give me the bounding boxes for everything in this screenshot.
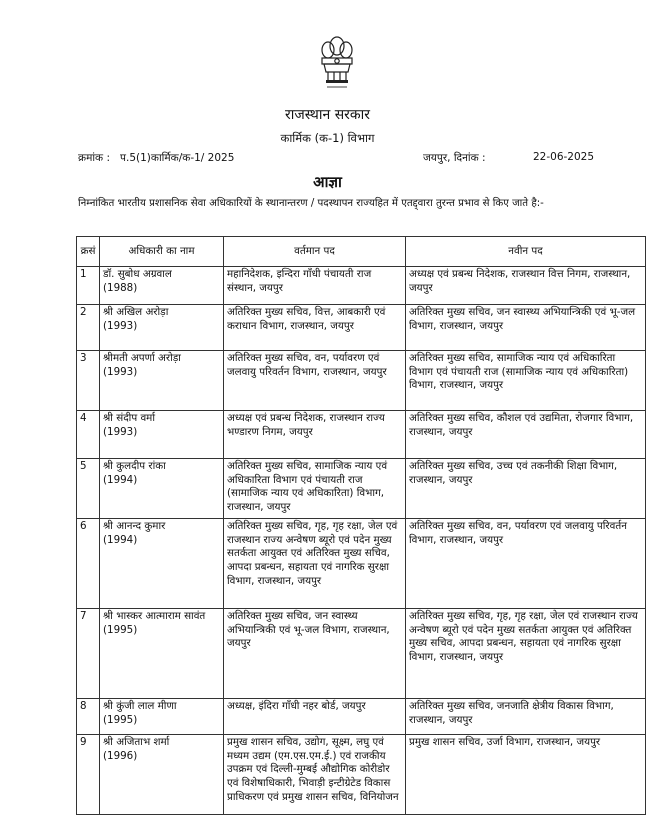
- officer-batch: (1993): [103, 319, 138, 332]
- table-row: [77, 519, 646, 609]
- table-row: [77, 609, 646, 699]
- officer-batch: (1994): [103, 533, 138, 546]
- new-post-cell: अतिरिक्त मुख्य सचिव, सामाजिक न्याय एवं अधिकारिता विभाग एवं पंचायती राज (सामाजिक न्याय एवं अधिकारिता) विभाग, राजस्थान, जयपुर: [406, 351, 646, 411]
- new-post-cell: अध्यक्ष एवं प्रबन्ध निदेशक, राजस्थान वित्त निगम, राजस्थान, जयपुर: [406, 267, 646, 305]
- officer-batch: (1996): [103, 749, 138, 762]
- officer-name: श्री अखिल अरोड़ा: [103, 306, 169, 318]
- transfer-table: [76, 236, 646, 815]
- table-row: [77, 735, 646, 815]
- order-date: 22-06-2025: [533, 151, 595, 163]
- serial-cell: 3: [77, 351, 100, 411]
- officer-cell: [100, 519, 224, 609]
- officer-batch: (1993): [103, 425, 138, 438]
- state-emblem-icon: [314, 32, 360, 92]
- current-post-cell: प्रमुख शासन सचिव, उद्योग, सूक्ष्म, लघु एवं मध्यम उद्यम (एम.एस.एम.ई.) एवं राजकीय उपक्रम एवं दिल्ली-मुम्बई औद्योगिक कोरीडोर एवं विशेषाधिकारी, भिवाड़ी इन्टीग्रेटेड विकास प्राधिकरण एवं प्रमुख शासन सचिव, विनियोजन: [224, 735, 406, 815]
- header-officer: अधिकारी का नाम: [100, 237, 224, 267]
- officer-cell: [100, 411, 224, 459]
- officer-cell: [100, 267, 224, 305]
- table-row: [77, 267, 646, 305]
- new-post-cell: अतिरिक्त मुख्य सचिव, जन स्वास्थ्य अभियान्त्रिकी एवं भू-जल विभाग, राजस्थान, जयपुर: [406, 305, 646, 351]
- serial-cell: 7: [77, 609, 100, 699]
- officer-batch: (1994): [103, 473, 138, 486]
- table-row: [77, 305, 646, 351]
- officer-cell: [100, 699, 224, 735]
- current-post-cell: अतिरिक्त मुख्य सचिव, वित्त, आबकारी एवं कराधान विभाग, राजस्थान, जयपुर: [224, 305, 406, 351]
- new-post-cell: अतिरिक्त मुख्य सचिव, जनजाति क्षेत्रीय विकास विभाग, राजस्थान, जयपुर: [406, 699, 646, 735]
- table-row: [77, 699, 646, 735]
- current-post-cell: महानिदेशक, इन्दिरा गाँधी पंचायती राज संस्थान, जयपुर: [224, 267, 406, 305]
- officer-cell: [100, 351, 224, 411]
- officer-batch: (1995): [103, 623, 138, 636]
- header-current-post: वर्तमान पद: [224, 237, 406, 267]
- officer-name: श्री भास्कर आत्माराम सावंत: [103, 610, 206, 622]
- header-serial: क्रसं: [77, 237, 100, 267]
- officer-name: श्री अजिताभ शर्मा: [103, 736, 170, 748]
- header-new-post: नवीन पद: [406, 237, 646, 267]
- serial-cell: 9: [77, 735, 100, 815]
- serial-cell: 2: [77, 305, 100, 351]
- serial-cell: 5: [77, 459, 100, 519]
- new-post-cell: प्रमुख शासन सचिव, उर्जा विभाग, राजस्थान, जयपुर: [406, 735, 646, 815]
- table-row: [77, 351, 646, 411]
- current-post-cell: अतिरिक्त मुख्य सचिव, वन, पर्यावरण एवं जलवायु परिवर्तन विभाग, राजस्थान, जयपुर: [224, 351, 406, 411]
- intro-text: निम्नांकित भारतीय प्रशासनिक सेवा अधिकारियों के स्थानान्तरण / पदस्थापन राज्यहित में एतद्द्वारा तुरन्त प्रभाव से किए जाते है:-: [78, 198, 544, 209]
- officer-batch: (1988): [103, 281, 138, 294]
- officer-name: श्री कुंजी लाल मीणा: [103, 700, 177, 712]
- serial-cell: 6: [77, 519, 100, 609]
- officer-name: डॉ. सुबोध अग्रवाल: [103, 268, 172, 280]
- current-post-cell: अतिरिक्त मुख्य सचिव, जन स्वास्थ्य अभियान्त्रिकी एवं भू-जल विभाग, राजस्थान, जयपुर: [224, 609, 406, 699]
- order-title: आज्ञा: [313, 173, 342, 191]
- current-post-cell: अतिरिक्त मुख्य सचिव, गृह, गृह रक्षा, जेल एवं राजस्थान राज्य अन्वेषण ब्यूरो एवं पदेन मुख्य सतर्कता आयुक्त एवं अतिरिक्त मुख्य सचिव, आपदा प्रबन्धन, सहायता एवं नागरिक सुरक्षा विभाग, राजस्थान, जयपुर: [224, 519, 406, 609]
- officer-cell: [100, 459, 224, 519]
- officer-cell: [100, 609, 224, 699]
- officer-batch: (1993): [103, 365, 138, 378]
- officer-name: श्री संदीप वर्मा: [103, 412, 155, 424]
- new-post-cell: अतिरिक्त मुख्य सचिव, वन, पर्यावरण एवं जलवायु परिवर्तन विभाग, राजस्थान, जयपुर: [406, 519, 646, 609]
- serial-cell: 8: [77, 699, 100, 735]
- officer-name: श्रीमती अपर्णा अरोड़ा: [103, 352, 181, 364]
- officer-name: श्री आनन्द कुमार: [103, 520, 166, 532]
- serial-cell: 1: [77, 267, 100, 305]
- reference-number: क्रमांक : प.5(1)कार्मिक/क-1/ 2025: [78, 152, 235, 164]
- current-post-cell: अतिरिक्त मुख्य सचिव, सामाजिक न्याय एवं अधिकारिता विभाग एवं पंचायती राज (सामाजिक न्याय एवं अधिकारिता) विभाग, राजस्थान, जयपुर: [224, 459, 406, 519]
- new-post-cell: अतिरिक्त मुख्य सचिव, गृह, गृह रक्षा, जेल एवं राजस्थान राज्य अन्वेषण ब्यूरो एवं पदेन मुख्य सतर्कता आयुक्त एवं अतिरिक्त मुख्य सचिव, आपदा प्रबन्धन, सहायता एवं नागरिक सुरक्षा विभाग, राजस्थान, जयपुर: [406, 609, 646, 699]
- new-post-cell: अतिरिक्त मुख्य सचिव, कौशल एवं उद्यमिता, रोजगार विभाग, राजस्थान, जयपुर: [406, 411, 646, 459]
- officer-name: श्री कुलदीप रांका: [103, 460, 166, 472]
- officer-cell: [100, 305, 224, 351]
- table-row: [77, 411, 646, 459]
- new-post-cell: अतिरिक्त मुख्य सचिव, उच्च एवं तकनीकी शिक्षा विभाग, राजस्थान, जयपुर: [406, 459, 646, 519]
- officer-batch: (1995): [103, 713, 138, 726]
- table-header-row: [77, 237, 646, 267]
- place-label: जयपुर, दिनांक :: [423, 152, 486, 164]
- government-name: राजस्थान सरकार: [285, 107, 370, 123]
- current-post-cell: अध्यक्ष एवं प्रबन्ध निदेशक, राजस्थान राज्य भण्डारण निगम, जयपुर: [224, 411, 406, 459]
- table-row: [77, 459, 646, 519]
- department-name: कार्मिक (क-1) विभाग: [280, 131, 375, 145]
- officer-cell: [100, 735, 224, 815]
- serial-cell: 4: [77, 411, 100, 459]
- current-post-cell: अध्यक्ष, इंदिरा गाँधी नहर बोर्ड, जयपुर: [224, 699, 406, 735]
